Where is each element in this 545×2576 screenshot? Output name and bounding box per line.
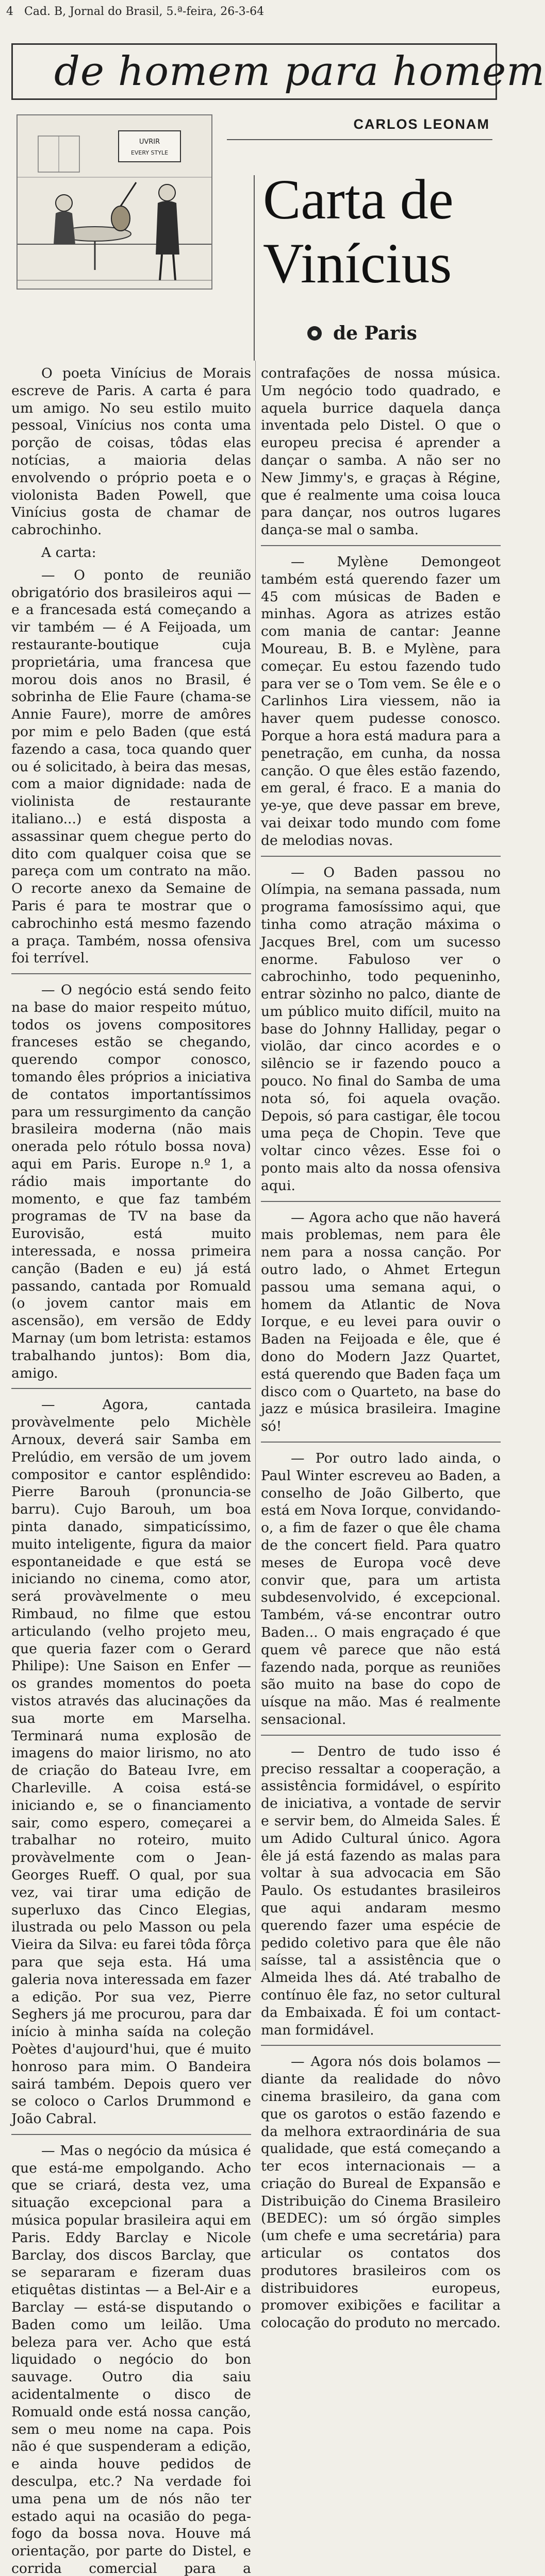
paragraph: contrafações de nossa música. Um negócio todo quadrado, e aquela burrice daquela dança inventada pelo Distel. O que o europeu precisa é aprender a dançar o samba. A não ser no New Jimmy's, e graças à Régine, que é realmente uma coisa louca para dançar, nos outros lugares dança-se mal o samba. (261, 365, 501, 538)
paragraph: — Agora, cantada provàvelmente pelo Michèle Arnoux, deverá sair Samba em Prelúdio, em versão de um jovem compositor e cantor esplêndido: Pierre Barouh (pronuncia-se barru). Cujo Barouh, um boa pinta danado, simpaticíssimo, muito inteligente, figura da maior espontaneidade e que está se iniciando no cinema, como ator, será provàvelmente o meu Rimbaud, no filme que estou articulando (velho projeto meu, que queria fazer com o Gerard Philipe): Une Saison en Enfer — os grandes momentos do poeta vistos através das alucinações da sua morte em Marselha. Terminará numa explosão de imagens do maior lirismo, no ato de criação do Bateau Ivre, em Charleville. A coisa está-se iniciando e, se o financiamento sair, como espero, começarei a trabalhar no roteiro, muito provàvelmente com o Jean-Georges Rueff. O qual, por sua vez, vai tirar uma edição de superluxo das Cinco Elegias, ilustrada ou pelo Masson ou pela Vieira da Silva: eu farei tôda fôrça para que seja esta. Há uma galeria nova interessada em fazer a edição. Por sua vez, Pierre Seghers já me procurou, para dar início à minha saída na coleção Poètes d'aujourd'hui, que é muito honroso para mim. O Bandeira sairá também. Depois quero ver se coloco o Carlos Drummond e João Cabral. (11, 1397, 251, 2127)
paragraph-divider (11, 2134, 251, 2135)
dateline-text: de Paris (333, 323, 417, 344)
byline: CARLOS LEONAM (353, 116, 490, 132)
paragraph-divider (261, 856, 501, 857)
paragraph-divider (11, 1388, 251, 1389)
paragraph: — O ponto de reunião obrigatório dos brasileiros aqui — e a francesada está começando a vir também — é A Feijoada, um restaurante-boutique cuja proprietária, uma francesa que morou dois anos no Brasil, é sobrinha de Elie Faure (chama-se Annie Faure), morre de amôres por mim e pelo Baden (que está fazendo a casa, toca quando quer ou é solicitado, à beira das mesas, com a maior dignidade: nada de violinista de restaurante italiano...) e está disposta a assassinar quem chegue perto do dito com qualquer coisa que se pareça com um contrato na mão. O recorte anexo da Semaine de Paris é para te mostrar que o cabrochinho está mesmo fazendo a praça. Também, nossa ofensiva foi terrível. (11, 567, 251, 967)
column-title: de homem para homem (54, 48, 545, 95)
page-number: 4 (6, 5, 13, 18)
divider (254, 175, 255, 361)
paragraph: O poeta Vinícius de Morais escreve de Paris. A carta é para um amigo. No seu estilo muito pessoal, Vinícius nos conta uma porção de coisas, tôdas elas notícias, a maioria delas envolvendo o próprio poeta e o violonista Baden Powell, que Vinícius gosta de chamar de cabrochinho. (11, 365, 251, 538)
paragraph-divider (261, 1201, 501, 1202)
paragraph-divider (261, 1442, 501, 1443)
column-divider (255, 361, 256, 1971)
paragraph: — Por outro lado ainda, o Paul Winter escreveu ao Baden, a conselho de João Gilberto, que está em Nova Iorque, convidando-o, a fim de fazer o que êle chama de the concert field. Para quatro meses de Europa você deve convir que, para um artista subdesenvolvido, é excepcional. Também, vá-se encontrar outro Baden... O mais engraçado é que quem vê parece que não está fazendo nada, porque as reuniões são muito na base do copo de uísque na mão. Mas é realmente sensacional. (261, 1450, 501, 1727)
article-column-left (11, 365, 251, 2576)
paragraph-divider (261, 1735, 501, 1736)
cafe-scene-illustration (16, 114, 212, 290)
paragraph: — Agora nós dois bolamos — diante da realidade do nôvo cinema brasileiro, da gana com que os garotos o estão fazendo e da melhora extraordinária de sua qualidade, que está começando a ter ecos internacionais — a criação do Bureal de Expansão e Distribuição do Cinema Brasileiro (BEDEC): um só órgão simples (um chefe e uma secretária) para articular os contatos dos produtores brasileiros com os distribuidores europeus, promover exibições e facilitar a colocação do produto no mercado. (261, 2054, 501, 2331)
headline-line: Carta de (263, 168, 454, 231)
svg-text:UVRIR: UVRIR (139, 138, 160, 146)
page-header (6, 3, 501, 21)
article-column-right (261, 365, 501, 2331)
paragraph: — O negócio está sendo feito na base do maior respeito mútuo, todos os jovens compositores franceses estão se chegando, querendo compor conosco, tomando êles próprios a iniciativa de contatos importantíssimos para um ressurgimento da canção brasileira moderna (não mais onerada pelo rótulo bossa nova) aqui em Paris. Europe n.º 1, a rádio mais importante do momento, e que faz também programas de TV na base da Eurovisão, está muito interessada, e nossa primeira canção (Baden e eu) já está passando, cantada por Romuald (o jovem cantor mais em ascensão), em versão de Eddy Marnay (um bom letrista: estamos trabalhando juntos): Bom dia, amigo. (11, 982, 251, 1381)
section-info: Cad. B, Jornal do Brasil, 5.ª-feira, 26-3-64 (24, 5, 265, 18)
dateline (307, 323, 493, 344)
paragraph: — Mas o negócio da música é que está-me empolgando. Acho que se criará, desta vez, uma situação excepcional para a música popular brasileira aqui em Paris. Eddy Barclay e Nicole Barclay, dos discos Barclay, que se separaram e fizeram duas etiquêtas distintas — a Bel-Air e a Barclay — está-se disputando o Baden como um leilão. Uma beleza para ver. Acho que está liquidado o negócio do bon sauvage. Outro dia saiu acidentalmente o disco de Romuald onde está nossa canção, sem o meu nome na capa. Pois não é que suspenderam a edição, e ainda houve pedidos de desculpa, etc.? Na verdade foi uma pena um de nós não ter estado aqui na ocasião do pega-fogo da bossa nova. Houve má orientação, por parte do Distel, e corrida comercial para a (11, 2142, 251, 2576)
paragraph: — Mylène Demongeot também está querendo fazer um 45 com músicas de Baden e minhas. Agora as atrizes estão com mania de cantar: Jeanne Moureau, B. B. e Mylène, para começar. Eu estou fazendo tudo para ver se o Tom vem. Se êle e o Carlinhos Lira viessem, não ia haver quem pudesse conosco. Porque a hora está madura para a penetração, em cunha, da nossa canção. O que êles estão fazendo, em geral, é fraco. E a mania do ye-ye, que deve passar em breve, vai deixar todo mundo com fome de melodias novas. (261, 553, 501, 849)
paragraph-divider (261, 2045, 501, 2046)
divider (227, 139, 492, 140)
paragraph: — O Baden passou no Olímpia, na semana passada, num programa famosíssimo aqui, que tinha como atração máxima o Jacques Brel, com um sucesso enorme. Fabuloso ver o cabrochinho, todo pequeninho, entrar sòzinho no palco, diante de um público muito difícil, muito na base do Johnny Halliday, pegar o violão, dar cinco acordes e o silêncio se ir fazendo pouco a pouco. No final do Samba de uma nota só, foi aquela ovação. Depois, só para castigar, êle tocou uma peça de Chopin. Teve que voltar cinco vêzes. Esse foi o ponto mais alto da nossa ofensiva aqui. (261, 864, 501, 1194)
headline (263, 167, 500, 295)
paragraph: — Agora acho que não haverá mais problemas, nem para êle nem para a nossa canção. Por outro lado, o Ahmet Ertegun passou uma semana aqui, o homem da Atlantic de Nova Iorque, e eu levei para ouvir o Baden na Feijoada e êle, que é dono do Modern Jazz Quartet, está querendo que Baden faça um disco com o Quarteto, na base do jazz e música brasileira. Imagine só! (261, 1209, 501, 1435)
bullet-icon (307, 326, 322, 341)
paragraph-divider (261, 545, 501, 546)
column-title-box (11, 43, 545, 100)
paragraph: — Dentro de tudo isso é preciso ressaltar a cooperação, a assistência formidável, o espírito de iniciativa, a vontade de servir e servir bem, do Almeida Sales. É um Adido Cultural único. Agora êle já está fazendo as malas para voltar à sua advocacia em São Paulo. Os estudantes brasileiros que aqui andaram mesmo querendo fazer uma espécie de pedido coletivo para que êle não saísse, tal a assistência que o Almeida lhes dá. Até trabalho de contínuo êle faz, no setor cultural da Embaixada. É foi um contact-man formidável. (261, 1743, 501, 2038)
headline-line: Vinícius (263, 232, 452, 295)
svg-text:EVERY STYLE: EVERY STYLE (130, 149, 169, 156)
paragraph: A carta: (41, 544, 96, 561)
paragraph-divider (11, 973, 251, 974)
